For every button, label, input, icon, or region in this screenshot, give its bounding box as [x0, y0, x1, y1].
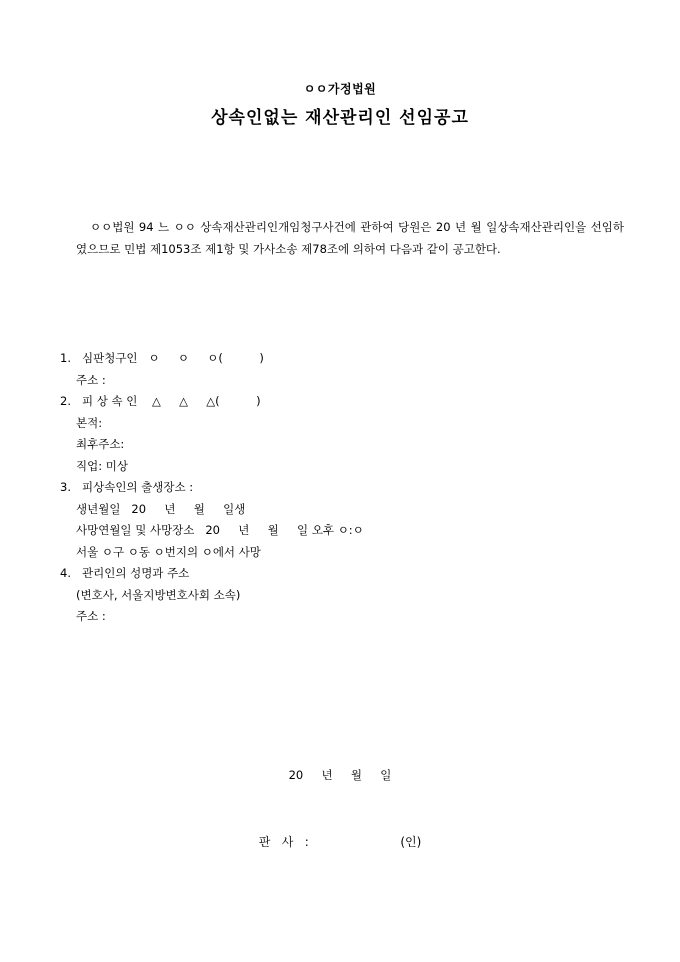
judge-signature: 판 사 : (인) [258, 835, 422, 849]
item-4-number: 4. [60, 566, 71, 580]
item-3 [60, 477, 620, 499]
item-4-label: 관리인의 성명과 주소 [82, 566, 190, 580]
item-2-last-address: 최후주소: [76, 437, 125, 451]
item-3-death-date: 사망연월일 및 사망장소 20 년 월 일 오후 ㅇ:ㅇ [76, 523, 364, 537]
item-list [60, 348, 620, 628]
issue-date: 20 년 월 일 [288, 768, 392, 782]
document-title: 상속인없는 재산관리인 선임공고 [211, 108, 469, 128]
item-2 [60, 391, 620, 413]
item-1-address: 주소 : [76, 372, 106, 387]
item-4-note: (변호사, 서울지방변호사회 소속) [76, 587, 241, 602]
item-4 [60, 563, 620, 585]
item-1-label: 심판청구인 ㅇ ㅇ ㅇ( ) [82, 351, 264, 365]
item-2-label: 피 상 속 인 △ △ △( ) [82, 394, 261, 408]
intro-paragraph: ㅇㅇ법원 94 느 ㅇㅇ 상속재산관리인개임청구사건에 관하여 당원은 20 년 월 일상속재산관리인을 선임하였으므로 민법 제1053조 제1항 및 가사소송 제78조에 의하여 다음과 같이 공고한다. [76, 220, 624, 256]
item-2-domicile: 본적: [76, 415, 103, 430]
item-1-number: 1. [60, 351, 71, 365]
item-3-birth-date: 생년월일 20 년 월 일생 [76, 501, 246, 516]
item-3-label: 피상속인의 출생장소 : [82, 480, 194, 494]
item-2-number: 2. [60, 394, 71, 408]
item-1 [60, 348, 620, 370]
item-4-address: 주소 : [76, 609, 106, 623]
court-name: ㅇㅇ가정법원 [303, 82, 377, 96]
item-2-occupation: 직업: 미상 [76, 458, 128, 473]
item-3-number: 3. [60, 480, 71, 494]
item-3-death-place: 서울 ㅇ구 ㅇ동 ㅇ번지의 ㅇ에서 사망 [76, 544, 261, 559]
